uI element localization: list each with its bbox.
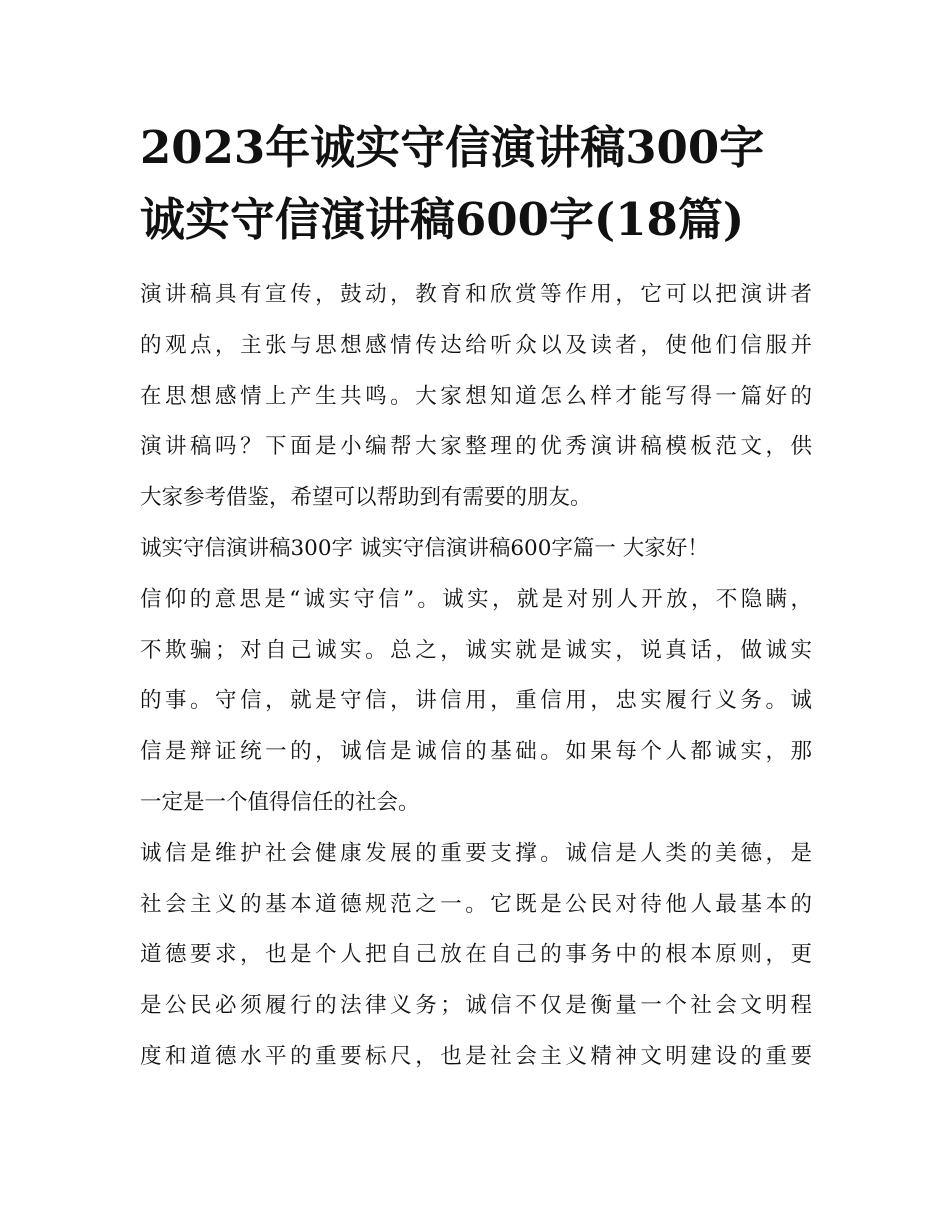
text-line: 是公民必须履行的法律义务；诚信不仅是衡量一个社会文明程 xyxy=(140,993,812,1019)
text-line: 不欺骗；对自己诚实。总之，诚实就是诚实，说真话，做诚实 xyxy=(140,637,812,663)
text-line: 在思想感情上产生共鸣。大家想知道怎么样才能写得一篇好的 xyxy=(140,383,812,409)
text-line: 信仰的意思是“诚实守信”。诚实，就是对别人开放，不隐瞒， xyxy=(140,586,812,612)
text-line: 信是辩证统一的，诚信是诚信的基础。如果每个人都诚实，那 xyxy=(140,739,812,765)
text-line: 诚实守信演讲稿300字 诚实守信演讲稿600字篇一 大家好！ xyxy=(140,535,709,561)
text-line: 大家参考借鉴，希望可以帮助到有需要的朋友。 xyxy=(140,485,592,511)
document-body xyxy=(140,270,812,1083)
text-line: 的事。守信，就是守信，讲信用，重信用，忠实履行义务。诚 xyxy=(140,688,812,714)
text-line: 演讲稿具有宣传，鼓动，教育和欣赏等作用，它可以把演讲者 xyxy=(140,282,812,307)
text-line: 度和道德水平的重要标尺，也是社会主义精神文明建设的重要 xyxy=(140,1043,812,1069)
paragraph-honesty xyxy=(140,575,812,829)
document-page xyxy=(140,112,812,1083)
text-line: 社会主义的基本道德规范之一。它既是公民对待他人最基本的 xyxy=(140,891,812,917)
text-line: 一定是一个值得信任的社会。 xyxy=(140,789,420,815)
title-line-2: 诚实守信演讲稿600字(18篇) xyxy=(140,193,745,246)
text-line: 诚信是维护社会健康发展的重要支撑。诚信是人类的美德，是 xyxy=(140,840,812,866)
paragraph-section-heading xyxy=(140,524,812,575)
title-line-1: 2023年诚实守信演讲稿300字 xyxy=(140,121,765,174)
paragraph-intro xyxy=(140,270,812,524)
text-line: 演讲稿吗？下面是小编帮大家整理的优秀演讲稿模板范文，供 xyxy=(140,434,812,460)
text-line: 的观点，主张与思想感情传达给听众以及读者，使他们信服并 xyxy=(140,332,812,358)
document-title xyxy=(140,112,812,256)
paragraph-integrity xyxy=(140,829,812,1083)
text-line: 道德要求，也是个人把自己放在自己的事务中的根本原则，更 xyxy=(140,942,812,968)
